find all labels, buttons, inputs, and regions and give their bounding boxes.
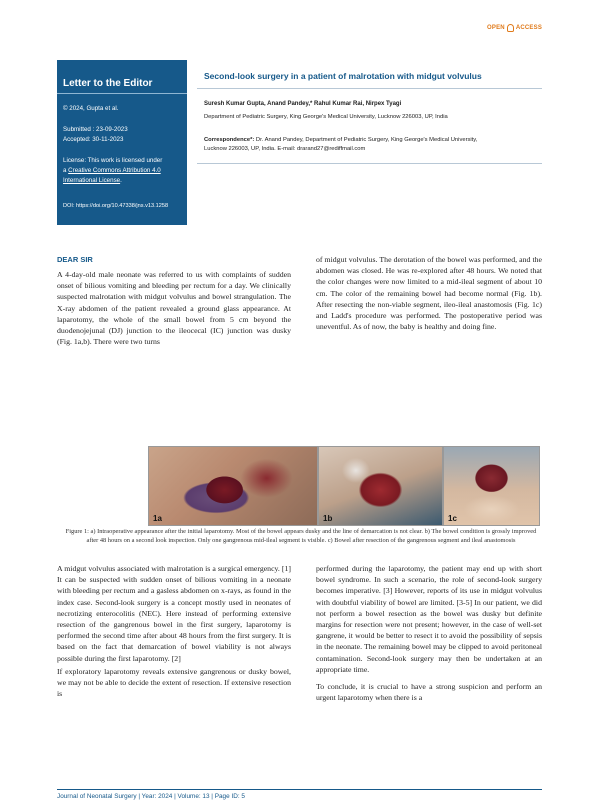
license-link-2[interactable]: International License: [63, 177, 121, 184]
correspondence-text: Dr. Anand Pandey, Department of Pediatric Surgery, King George's Medical University,: [254, 137, 478, 143]
figure-label-1c: 1c: [448, 514, 457, 523]
figure-label-1b: 1b: [323, 514, 333, 523]
paragraph-discussion: A midgut volvulus associated with malrotation is a surgical emergency. [1] It can be suspected with sudden onset of bilious vomiting in a neonate with bleeding per rectum and a gasless abdomen on x-rays, as found in the index case. Second-look surgery is a concept mostly used in neonates of necrotizing enterocolitis (NEC). Here instead of performing extensive resection of the gangrenous bowel in the first surgery, laparotomy is performed the second time after about 48 hours from the first surgery. It is based on the fact that demarcation of bowel viability is not always possible during the first laparotomy. [2]: [57, 564, 291, 663]
license-line-2: [63, 167, 161, 176]
footer-divider: [57, 789, 542, 790]
accepted-date: Accepted: 30-11-2023: [63, 136, 124, 143]
license-line-3: [63, 177, 122, 186]
article-info-panel: [57, 60, 187, 225]
header-divider: [197, 163, 542, 164]
license-line-1: License: This work is licensed under: [63, 157, 163, 164]
correspondence-line-2: Lucknow 226003, UP, India. E-mail: drarand27@rediffmail.com: [204, 146, 366, 152]
license-prefix: a: [63, 167, 69, 174]
paragraph-laparotomy: If exploratory laparotomy reveals extensive gangrenous or dusky bowel, we may not be able to decide the extent of resection. If extensive resection is: [57, 666, 291, 699]
open-access-badge: [487, 24, 542, 32]
correspondence-line-1: [204, 136, 477, 145]
paragraph-case-cont: of midgut volvulus. The derotation of the bowel was performed, and the abdomen was closed. He was re-explored after 48 hours. We noted that the color changes were now limited to a mid-ileal segment of about 10 cm. The color of the remaining bowel had become normal (Fig. 1b). After resecting the non-viable segment, ileo-ileal anastomosis (Fig. 1c) and Ladd's procedure was performed. The postoperative period was uneventful. As of now, the baby is healthy and doing fine.: [316, 255, 542, 332]
paragraph-conclusion: To conclude, it is crucial to have a strong suspicion and perform an urgent laparotomy when there is a: [316, 682, 542, 703]
open-access-lock-icon: [507, 24, 514, 32]
article-type: Letter to the Editor: [63, 78, 153, 89]
affiliation: Department of Pediatric Surgery, King George's Medical University, Lucknow 226003, UP, India: [204, 114, 448, 120]
body-column-right-top: [316, 254, 542, 332]
license-link[interactable]: Creative Commons Attribution 4.0: [68, 167, 161, 174]
body-column-left-bottom: [57, 563, 291, 699]
access-label: ACCESS: [515, 25, 543, 31]
doi[interactable]: DOI: https://doi.org/10.47338/jns.v13.1258: [63, 203, 169, 209]
correspondence-label: Correspondence*:: [204, 137, 255, 143]
figure-label-1a: 1a: [153, 514, 162, 523]
panel-divider: [57, 93, 187, 94]
figure-panel-1c: [443, 446, 540, 526]
copyright: © 2024, Gupta et al.: [63, 105, 119, 112]
body-column-left-top: [57, 269, 291, 347]
paragraph-case: A 4-day-old male neonate was referred to us with complaints of sudden onset of bilious vomiting and bleeding per rectum for a day. We clinically suspected malrotation with midgut volvulus and bowel strangulation. The X-ray abdomen of the patient revealed a ground glass appearance. At laparotomy, the whole of the small bowel from 5 cm beyond the duodenojejunal (DJ) junction to the ileocecal (IC) junction was dusky (Fig. 1a,b). There were two turns: [57, 270, 291, 347]
submitted-date: Submitted : 23-09-2023: [63, 126, 128, 133]
figure-panel-1b: [318, 446, 443, 526]
open-label: OPEN: [487, 25, 505, 31]
body-column-right-bottom: [316, 563, 542, 703]
salutation: DEAR SIR: [57, 255, 93, 264]
figure-caption: Figure 1: a) Intraoperative appearance after the initial laparotomy. Most of the bowel appears dusky and the line of demarcation is not clear. b) The bowel condition is grossly improved after 48 hours on a second look inspection. Only one gangrenous mid-ileal segment is visible. c) Bowel after resection of the gangrenous segment and ileal anastomosis: [65, 528, 537, 544]
authors: Suresh Kumar Gupta, Anand Pandey,* Rahul Kumar Rai, Nirpex Tyagi: [204, 101, 402, 107]
journal-footer: Journal of Neonatal Surgery | Year: 2024 | Volume: 13 | Page ID: 5: [57, 793, 245, 800]
article-title: Second-look surgery in a patient of malrotation with midgut volvulus: [204, 71, 482, 81]
title-divider: [197, 88, 542, 89]
paragraph-second-look: performed during the laparotomy, the patient may end up with short bowel syndrome. In such a scenario, the role of second-look surgery becomes imperative. [3] However, reports of its use in midgut volvulus with doubtful viability of bowel are limited. [3-5] In our patient, we did not perform a bowel resection as the bowel was dusky but definite margins for resection were not present; however, in the case of well-set gangrene, it would be better to resect it to avoid the possibility of sepsis in the neonate. The remaining bowel may be clipped to avoid peritoneal contamination. Second-look surgery may then be undertaken at an appropriate time.: [316, 564, 542, 674]
figure-panel-1a: [148, 446, 318, 526]
license-suffix: .: [120, 177, 122, 184]
